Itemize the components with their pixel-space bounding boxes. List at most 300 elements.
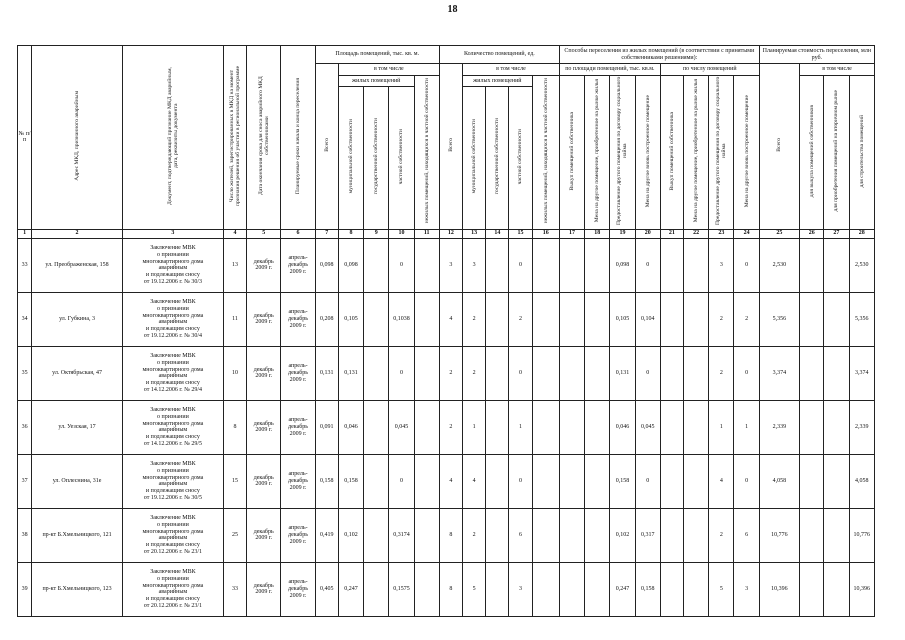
column-number: 11 xyxy=(414,229,439,238)
row-col-12: 3 xyxy=(439,238,462,292)
hdr-area-nonres: нежилых помещений, находящихся в частной собственности xyxy=(414,76,439,230)
row-col-18 xyxy=(585,292,610,346)
row-col-27 xyxy=(824,292,849,346)
row-col-14 xyxy=(486,454,509,508)
row-document-line: Заключение МВК xyxy=(150,460,196,467)
row-col-23: 4 xyxy=(709,454,734,508)
resettlement-table xyxy=(17,45,875,617)
row-col-28: 4,058 xyxy=(849,454,874,508)
hdr-address: Адрес МКД, признанного аварийным xyxy=(32,46,123,230)
hdr-count-municipal: муниципальной собственности xyxy=(463,86,486,229)
row-col-22 xyxy=(684,454,709,508)
row-col-15: 1 xyxy=(509,400,532,454)
row-col-16 xyxy=(532,346,559,400)
table-row xyxy=(18,508,875,562)
row-col-18 xyxy=(585,400,610,454)
row-number: 35 xyxy=(18,346,32,400)
hdr-area-private: частной собственности xyxy=(389,86,414,229)
row-document-line: о признании xyxy=(157,359,189,366)
row-col-7: 0,405 xyxy=(315,562,338,616)
column-number: 26 xyxy=(800,229,824,238)
row-col-17 xyxy=(559,454,584,508)
row-document-line: Заключение МВК xyxy=(150,514,196,521)
row-col-14 xyxy=(486,562,509,616)
row-col-18 xyxy=(585,238,610,292)
row-col-17 xyxy=(559,346,584,400)
column-number: 3 xyxy=(122,229,223,238)
column-number: 2 xyxy=(32,229,123,238)
row-document-line: Заключение МВК xyxy=(150,244,196,251)
row-col-21 xyxy=(660,562,683,616)
row-col-23: 2 xyxy=(709,346,734,400)
row-col-14 xyxy=(486,400,509,454)
hdr-area-state: государственной собственности xyxy=(364,86,389,229)
row-col-18 xyxy=(585,562,610,616)
row-col-21 xyxy=(660,400,683,454)
row-col-28: 2,530 xyxy=(849,238,874,292)
row-col-24: 2 xyxy=(734,292,759,346)
row-document-line: и подлежащим сносу xyxy=(145,380,200,387)
row-address: ул. Губкина, 3 xyxy=(32,292,123,346)
row-expiry: декабрь 2009 г. xyxy=(247,508,281,562)
row-document-line: многоквартирного дома xyxy=(142,582,204,589)
row-col-23: 3 xyxy=(709,238,734,292)
column-number: 16 xyxy=(532,229,559,238)
hdr-count-residential: жилых помещений xyxy=(463,76,533,87)
row-col-21 xyxy=(660,292,683,346)
table-row xyxy=(18,400,875,454)
hdr-count-total: Всего xyxy=(439,64,462,230)
hdr-c-social: Предоставление другого помещения по договору социального найма xyxy=(709,76,734,230)
row-col-13: 2 xyxy=(463,346,486,400)
row-col-12: 4 xyxy=(439,292,462,346)
row-col-27 xyxy=(824,346,849,400)
hdr-expiry: Дата окончания срока для сноса аварийного МКД собственниками xyxy=(247,46,281,230)
row-document-line: многоквартирного дома xyxy=(142,312,204,319)
column-number: 4 xyxy=(223,229,246,238)
row-col-24: 1 xyxy=(734,400,759,454)
row-col-15: 0 xyxy=(509,454,532,508)
row-col-21 xyxy=(660,508,683,562)
hdr-cost-build: для строительства помещений xyxy=(849,76,874,230)
row-number: 36 xyxy=(18,400,32,454)
hdr-cost-buyout: для выкупа помещений собственников xyxy=(800,76,824,230)
row-col-20: 0 xyxy=(635,346,660,400)
row-col-21 xyxy=(660,238,683,292)
row-number: 38 xyxy=(18,508,32,562)
hdr-num: № п/п xyxy=(18,46,32,230)
row-col-17 xyxy=(559,292,584,346)
row-document-line: Заключение МВК xyxy=(150,298,196,305)
row-document-line: и подлежащим сносу xyxy=(145,434,200,441)
row-col-10: 0,1575 xyxy=(389,562,414,616)
row-planned: апрель- декабрь 2009 г. xyxy=(281,292,315,346)
row-address: ул. Уезская, 17 xyxy=(32,400,123,454)
row-document-line: от 19.12.2006 г. № 30/4 xyxy=(143,333,203,340)
hdr-c-exch: Мена на другое помещение, приобретенное на рынке жилья xyxy=(684,76,709,230)
hdr-residents: Число жителей, зарегистрированных в МКД на момент признания решения об участии в региональной программе xyxy=(223,46,246,230)
row-planned: апрель- декабрь 2009 г. xyxy=(281,400,315,454)
column-number: 9 xyxy=(364,229,389,238)
row-col-22 xyxy=(684,238,709,292)
table-row xyxy=(18,346,875,400)
row-residents: 8 xyxy=(223,400,246,454)
row-col-17 xyxy=(559,238,584,292)
row-col-9 xyxy=(364,346,389,400)
row-col-23: 1 xyxy=(709,400,734,454)
row-col-26 xyxy=(800,346,824,400)
row-col-27 xyxy=(824,454,849,508)
row-planned: апрель- декабрь 2009 г. xyxy=(281,238,315,292)
row-document-line: о признании xyxy=(157,521,189,528)
row-number: 33 xyxy=(18,238,32,292)
row-col-21 xyxy=(660,454,683,508)
row-residents: 33 xyxy=(223,562,246,616)
row-expiry: декабрь 2009 г. xyxy=(247,238,281,292)
row-col-12: 2 xyxy=(439,400,462,454)
hdr-a-buyout: Выкуп помещений собственника xyxy=(559,76,584,230)
hdr-by-count: по числу помещений xyxy=(660,64,759,76)
row-col-27 xyxy=(824,400,849,454)
row-col-10: 0,1038 xyxy=(389,292,414,346)
row-document-line: от 14.12.2006 г. № 29/4 xyxy=(143,387,203,394)
hdr-count-state: государственной собственности xyxy=(486,86,509,229)
row-document-line: многоквартирного дома xyxy=(142,528,204,535)
column-number: 5 xyxy=(247,229,281,238)
row-col-8: 0,158 xyxy=(338,454,363,508)
column-number: 22 xyxy=(684,229,709,238)
row-col-20: 0,104 xyxy=(635,292,660,346)
row-document xyxy=(122,400,223,454)
hdr-area-incl: в том числе xyxy=(338,64,439,76)
row-col-20: 0 xyxy=(635,454,660,508)
row-document-line: о признании xyxy=(157,467,189,474)
row-document-line: аварийным xyxy=(158,535,188,542)
row-document-line: Заключение МВК xyxy=(150,352,196,359)
row-col-20: 0,158 xyxy=(635,562,660,616)
row-col-24: 0 xyxy=(734,346,759,400)
hdr-by-area: по площади помещений, тыс. кв.м. xyxy=(559,64,660,76)
hdr-count-incl: в том числе xyxy=(463,64,560,76)
hdr-planned: Планируемые сроки начала и конца переселения xyxy=(281,46,315,230)
row-col-11 xyxy=(414,346,439,400)
row-col-11 xyxy=(414,238,439,292)
row-document-line: Заключение МВК xyxy=(150,406,196,413)
row-col-24: 0 xyxy=(734,454,759,508)
hdr-a-exch: Мена на другое помещение, приобретенное на рынке жилья xyxy=(585,76,610,230)
row-residents: 25 xyxy=(223,508,246,562)
row-col-15: 0 xyxy=(509,346,532,400)
row-col-9 xyxy=(364,292,389,346)
row-expiry: декабрь 2009 г. xyxy=(247,346,281,400)
row-col-12: 4 xyxy=(439,454,462,508)
hdr-count-nonres: нежилых помещений, находящихся в частной собственности xyxy=(532,76,559,230)
hdr-area-group: Площадь помещений, тыс. кв. м. xyxy=(315,46,439,64)
row-col-27 xyxy=(824,238,849,292)
row-col-9 xyxy=(364,454,389,508)
row-document-line: от 19.12.2006 г. № 30/5 xyxy=(143,495,203,502)
row-col-25: 2,339 xyxy=(759,400,799,454)
row-document-line: о признании xyxy=(157,575,189,582)
row-document-line: аварийным xyxy=(158,373,188,380)
row-col-24: 3 xyxy=(734,562,759,616)
row-document-line: многоквартирного дома xyxy=(142,366,204,373)
row-col-14 xyxy=(486,346,509,400)
row-col-13: 4 xyxy=(463,454,486,508)
row-document-line: и подлежащим сносу xyxy=(145,542,200,549)
row-document-line: от 20.12.2006 г. № 23/1 xyxy=(143,549,203,556)
hdr-c-newbuild: Мена на другое вновь построенное помещение xyxy=(734,76,759,230)
row-col-15: 3 xyxy=(509,562,532,616)
column-number: 20 xyxy=(635,229,660,238)
hdr-area-residential: жилых помещений xyxy=(338,76,414,87)
row-document-line: от 14.12.2006 г. № 29/5 xyxy=(143,441,203,448)
row-document-line: о признании xyxy=(157,305,189,312)
row-col-28: 10,776 xyxy=(849,508,874,562)
row-col-27 xyxy=(824,562,849,616)
row-col-9 xyxy=(364,562,389,616)
row-col-7: 0,208 xyxy=(315,292,338,346)
row-document-line: и подлежащим сносу xyxy=(145,272,200,279)
row-document-line: аварийным xyxy=(158,427,188,434)
row-col-11 xyxy=(414,454,439,508)
row-col-11 xyxy=(414,400,439,454)
row-col-7: 0,098 xyxy=(315,238,338,292)
row-col-26 xyxy=(800,562,824,616)
row-col-8: 0,098 xyxy=(338,238,363,292)
column-number: 12 xyxy=(439,229,462,238)
row-col-25: 5,356 xyxy=(759,292,799,346)
row-residents: 11 xyxy=(223,292,246,346)
row-col-23: 2 xyxy=(709,292,734,346)
row-col-25: 4,058 xyxy=(759,454,799,508)
row-col-17 xyxy=(559,508,584,562)
row-col-28: 3,374 xyxy=(849,346,874,400)
row-document xyxy=(122,508,223,562)
row-col-7: 0,419 xyxy=(315,508,338,562)
column-number: 24 xyxy=(734,229,759,238)
row-document-line: о признании xyxy=(157,413,189,420)
row-col-15: 0 xyxy=(509,238,532,292)
row-col-17 xyxy=(559,562,584,616)
row-address: ул. Оплеснина, 31е xyxy=(32,454,123,508)
row-col-10: 0 xyxy=(389,238,414,292)
row-residents: 10 xyxy=(223,346,246,400)
hdr-area-municipal: муниципальной собственности xyxy=(338,86,363,229)
row-number: 39 xyxy=(18,562,32,616)
row-col-22 xyxy=(684,292,709,346)
row-col-19: 0,102 xyxy=(610,508,635,562)
row-col-26 xyxy=(800,400,824,454)
row-col-18 xyxy=(585,454,610,508)
row-col-9 xyxy=(364,400,389,454)
row-expiry: декабрь 2009 г. xyxy=(247,292,281,346)
row-col-11 xyxy=(414,562,439,616)
row-address: пр-кт Б.Хмельницкого, 123 xyxy=(32,562,123,616)
row-residents: 15 xyxy=(223,454,246,508)
row-col-10: 0 xyxy=(389,454,414,508)
hdr-a-social: Предоставление другого помещения по договору социального найма xyxy=(610,76,635,230)
row-col-26 xyxy=(800,238,824,292)
row-address: ул. Преображенская, 158 xyxy=(32,238,123,292)
row-col-25: 10,776 xyxy=(759,508,799,562)
hdr-cost-total: Всего xyxy=(759,64,799,230)
row-col-28: 2,339 xyxy=(849,400,874,454)
column-number: 10 xyxy=(389,229,414,238)
column-number: 8 xyxy=(338,229,363,238)
row-col-9 xyxy=(364,238,389,292)
column-number: 1 xyxy=(18,229,32,238)
row-col-11 xyxy=(414,292,439,346)
row-col-17 xyxy=(559,400,584,454)
row-col-12: 2 xyxy=(439,346,462,400)
page-number: 18 xyxy=(447,4,458,15)
row-col-22 xyxy=(684,346,709,400)
row-number: 37 xyxy=(18,454,32,508)
row-col-22 xyxy=(684,562,709,616)
row-col-16 xyxy=(532,508,559,562)
row-document xyxy=(122,238,223,292)
table-row xyxy=(18,238,875,292)
row-col-8: 0,131 xyxy=(338,346,363,400)
column-number: 28 xyxy=(849,229,874,238)
hdr-cost-group: Планируемая стоимость переселения, млн руб. xyxy=(759,46,874,64)
row-col-26 xyxy=(800,292,824,346)
row-col-24: 6 xyxy=(734,508,759,562)
hdr-cost-incl: в том числе xyxy=(800,64,875,76)
row-col-14 xyxy=(486,508,509,562)
row-col-19: 0,247 xyxy=(610,562,635,616)
row-col-20: 0,317 xyxy=(635,508,660,562)
row-document-line: Заключение МВК xyxy=(150,568,196,575)
hdr-a-newbuild: Мена на другое вновь построенное помещение xyxy=(635,76,660,230)
row-expiry: декабрь 2009 г. xyxy=(247,400,281,454)
row-residents: 13 xyxy=(223,238,246,292)
column-number: 13 xyxy=(463,229,486,238)
table-body xyxy=(18,238,875,616)
row-document xyxy=(122,562,223,616)
hdr-count-group: Количество помещений, ед. xyxy=(439,46,559,64)
row-col-18 xyxy=(585,346,610,400)
row-col-25: 2,530 xyxy=(759,238,799,292)
row-col-19: 0,158 xyxy=(610,454,635,508)
row-document-line: и подлежащим сносу xyxy=(145,326,200,333)
row-planned: апрель- декабрь 2009 г. xyxy=(281,562,315,616)
row-document xyxy=(122,346,223,400)
row-col-23: 2 xyxy=(709,508,734,562)
row-col-21 xyxy=(660,346,683,400)
row-col-11 xyxy=(414,508,439,562)
row-col-16 xyxy=(532,292,559,346)
row-col-19: 0,131 xyxy=(610,346,635,400)
row-col-25: 10,396 xyxy=(759,562,799,616)
row-col-16 xyxy=(532,238,559,292)
row-col-14 xyxy=(486,238,509,292)
row-col-8: 0,247 xyxy=(338,562,363,616)
row-col-10: 0,3174 xyxy=(389,508,414,562)
row-col-15: 6 xyxy=(509,508,532,562)
row-document-line: многоквартирного дома xyxy=(142,474,204,481)
row-col-10: 0,045 xyxy=(389,400,414,454)
row-col-13: 1 xyxy=(463,400,486,454)
row-col-26 xyxy=(800,454,824,508)
row-document xyxy=(122,292,223,346)
row-col-18 xyxy=(585,508,610,562)
table-row xyxy=(18,454,875,508)
row-col-27 xyxy=(824,508,849,562)
row-document-line: аварийным xyxy=(158,481,188,488)
column-number: 19 xyxy=(610,229,635,238)
row-col-26 xyxy=(800,508,824,562)
column-number: 27 xyxy=(824,229,849,238)
row-planned: апрель- декабрь 2009 г. xyxy=(281,508,315,562)
row-col-19: 0,105 xyxy=(610,292,635,346)
row-col-23: 5 xyxy=(709,562,734,616)
row-number: 34 xyxy=(18,292,32,346)
row-document xyxy=(122,454,223,508)
column-number: 23 xyxy=(709,229,734,238)
column-number: 17 xyxy=(559,229,584,238)
row-col-14 xyxy=(486,292,509,346)
row-col-13: 2 xyxy=(463,292,486,346)
row-col-15: 2 xyxy=(509,292,532,346)
column-number: 7 xyxy=(315,229,338,238)
row-document-line: аварийным xyxy=(158,589,188,596)
column-number: 6 xyxy=(281,229,315,238)
row-col-28: 10,396 xyxy=(849,562,874,616)
row-expiry: декабрь 2009 г. xyxy=(247,454,281,508)
hdr-methods-group: Способы переселения из жилых помещений (в соответствии с принятыми собственниками решениями): xyxy=(559,46,759,64)
row-col-13: 2 xyxy=(463,508,486,562)
table-row xyxy=(18,292,875,346)
hdr-document: Документ, подтверждающий признание МКД аварийным, дата, реквизиты документа xyxy=(122,46,223,230)
row-document-line: аварийным xyxy=(158,265,188,272)
row-col-19: 0,046 xyxy=(610,400,635,454)
row-col-25: 3,374 xyxy=(759,346,799,400)
row-col-8: 0,046 xyxy=(338,400,363,454)
hdr-c-buyout: Выкуп помещений собственника xyxy=(660,76,683,230)
row-document-line: и подлежащим сносу xyxy=(145,488,200,495)
column-number: 25 xyxy=(759,229,799,238)
row-col-7: 0,131 xyxy=(315,346,338,400)
row-col-20: 0 xyxy=(635,238,660,292)
row-col-20: 0,045 xyxy=(635,400,660,454)
row-col-8: 0,105 xyxy=(338,292,363,346)
hdr-area-total: Всего xyxy=(315,64,338,230)
row-document-line: и подлежащим сносу xyxy=(145,596,200,603)
row-col-8: 0,102 xyxy=(338,508,363,562)
row-col-10: 0 xyxy=(389,346,414,400)
row-col-12: 8 xyxy=(439,562,462,616)
row-document-line: многоквартирного дома xyxy=(142,420,204,427)
row-col-12: 8 xyxy=(439,508,462,562)
row-col-22 xyxy=(684,400,709,454)
row-col-19: 0,098 xyxy=(610,238,635,292)
column-number: 14 xyxy=(486,229,509,238)
row-col-16 xyxy=(532,454,559,508)
row-document-line: о признании xyxy=(157,251,189,258)
row-col-28: 5,356 xyxy=(849,292,874,346)
row-planned: апрель- декабрь 2009 г. xyxy=(281,346,315,400)
row-col-13: 5 xyxy=(463,562,486,616)
row-document-line: многоквартирного дома xyxy=(142,258,204,265)
column-number: 21 xyxy=(660,229,683,238)
row-document-line: от 19.12.2006 г. № 30/3 xyxy=(143,279,203,286)
row-col-24: 0 xyxy=(734,238,759,292)
hdr-cost-secondary: для приобретения помещений на вторичном рынке xyxy=(824,76,849,230)
row-col-7: 0,158 xyxy=(315,454,338,508)
row-document-line: аварийным xyxy=(158,319,188,326)
